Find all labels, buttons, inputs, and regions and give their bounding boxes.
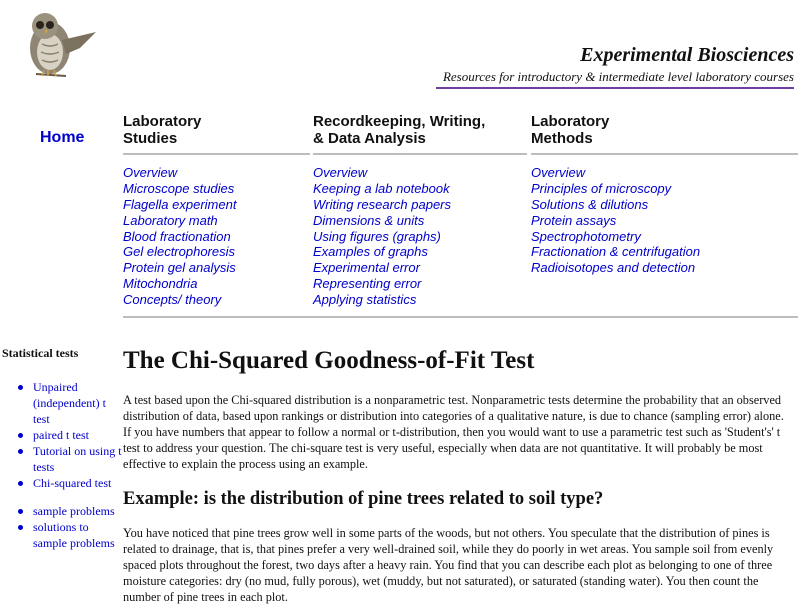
- nav-link[interactable]: Gel electrophoresis: [123, 244, 235, 260]
- site-subtitle: Resources for introductory & intermediate level laboratory courses: [442, 69, 794, 84]
- nav-heading: Recordkeeping, Writing, & Data Analysis: [313, 113, 486, 147]
- sidebar-link-paired-t-test[interactable]: paired t test: [33, 428, 89, 442]
- nav-column-laboratory-studies: [123, 113, 310, 308]
- nav-link[interactable]: Overview: [313, 165, 368, 180]
- nav-heading: Laboratory Studies: [123, 113, 202, 147]
- sidebar-link-sample-problems[interactable]: sample problems: [33, 504, 115, 518]
- nav-bottom-divider: [123, 316, 798, 318]
- nav-divider: [313, 153, 527, 155]
- sidebar-link-list: [18, 503, 122, 551]
- nav-link[interactable]: Applying statistics: [313, 292, 417, 308]
- sidebar-item: [18, 475, 122, 491]
- sidebar-link-unpaired-t-test[interactable]: Unpaired (independent) t test: [33, 380, 106, 426]
- nav-divider: [123, 153, 310, 155]
- nav-link[interactable]: Dimensions & units: [313, 212, 425, 228]
- sidebar-item: [18, 379, 122, 427]
- sidebar-link-t-test-tutorial[interactable]: Tutorial on using t tests: [33, 444, 122, 474]
- nav-link[interactable]: Protein gel analysis: [123, 260, 236, 276]
- sidebar-link-list: [18, 379, 122, 491]
- sidebar-item: [18, 503, 122, 519]
- nav-link[interactable]: Spectrophotometry: [531, 228, 641, 244]
- site-title: Experimental Biosciences: [580, 44, 794, 66]
- nav-divider: [531, 153, 798, 155]
- sidebar-item: [18, 427, 122, 443]
- nav-link[interactable]: Laboratory math: [123, 212, 218, 228]
- nav-link[interactable]: Mitochondria: [123, 276, 198, 292]
- nav-link[interactable]: Concepts/ theory: [123, 292, 222, 308]
- example-heading: Example: is the distribution of pine trees related to soil type?: [123, 489, 604, 509]
- nav-column-recordkeeping: [313, 113, 527, 308]
- main-content: [123, 343, 795, 605]
- nav-link-list: [531, 165, 798, 276]
- sidebar-item: [18, 443, 122, 475]
- nav-link[interactable]: Using figures (graphs): [313, 228, 441, 244]
- nav-column-laboratory-methods: [531, 113, 798, 276]
- sidebar-link-solutions[interactable]: solutions to sample problems: [33, 520, 115, 550]
- nav-link[interactable]: Examples of graphs: [313, 244, 428, 260]
- nav-link[interactable]: Keeping a lab notebook: [313, 180, 450, 196]
- nav-link[interactable]: Principles of microscopy: [531, 180, 672, 196]
- page-title: The Chi-Squared Goodness-of-Fit Test: [123, 347, 535, 374]
- nav-link[interactable]: Solutions & dilutions: [531, 196, 649, 212]
- nav-link[interactable]: Experimental error: [313, 260, 420, 276]
- nav-link[interactable]: Overview: [531, 165, 586, 180]
- nav-link[interactable]: Blood fractionation: [123, 228, 231, 244]
- nav-link[interactable]: Flagella experiment: [123, 196, 237, 212]
- nav-link[interactable]: Fractionation & centrifugation: [531, 244, 701, 260]
- home-link[interactable]: Home: [40, 129, 85, 146]
- nav-link-list: [123, 165, 310, 308]
- nav-link[interactable]: Writing research papers: [313, 196, 451, 212]
- owl-logo-icon: [22, 4, 100, 80]
- sidebar-heading: Statistical tests: [2, 346, 79, 360]
- nav-link-list: [313, 165, 527, 308]
- nav-link[interactable]: Protein assays: [531, 212, 617, 228]
- nav-heading: Laboratory Methods: [531, 113, 610, 147]
- intro-paragraph: A test based upon the Chi-squared distribution is a nonparametric test. Nonparametric tests determine the probability that an observed distribution of data, based upon rankings or distribution into categories of a qualitative nature, is due to chance (sampling error) alone. If you have numbers that appear to follow a normal or t-distribution, then you would want to use a parametric test such as 'Student's' t test to address your question. The chi-square test is very useful, especially when data are not quantitative. It will probably be most effective to explain the process using an example.: [123, 393, 784, 471]
- sidebar-link-chi-squared-test[interactable]: Chi-squared test: [33, 476, 112, 490]
- sidebar-item: [18, 519, 122, 551]
- nav-link[interactable]: Radioisotopes and detection: [531, 260, 696, 276]
- nav-link[interactable]: Overview: [123, 165, 178, 180]
- nav-link[interactable]: Representing error: [313, 276, 422, 292]
- nav-link[interactable]: Microscope studies: [123, 180, 235, 196]
- header-divider: [436, 87, 794, 89]
- example-paragraph: You have noticed that pine trees grow well in some parts of the woods, but not others. You speculate that the distribution of pines is related to drainage, that is, that pines prefer a very well-drained soil, while they do poorly in wet areas. You sample soil from evenly spaced plots throughout the forest, two days after a heavy rain. You find that you can describe each plot as belonging to one of three moisture categories: dry (no mud, fully porous), wet (muddy, but not saturated), or saturated (standing water). You then count the number of pine trees in each plot.: [123, 526, 774, 604]
